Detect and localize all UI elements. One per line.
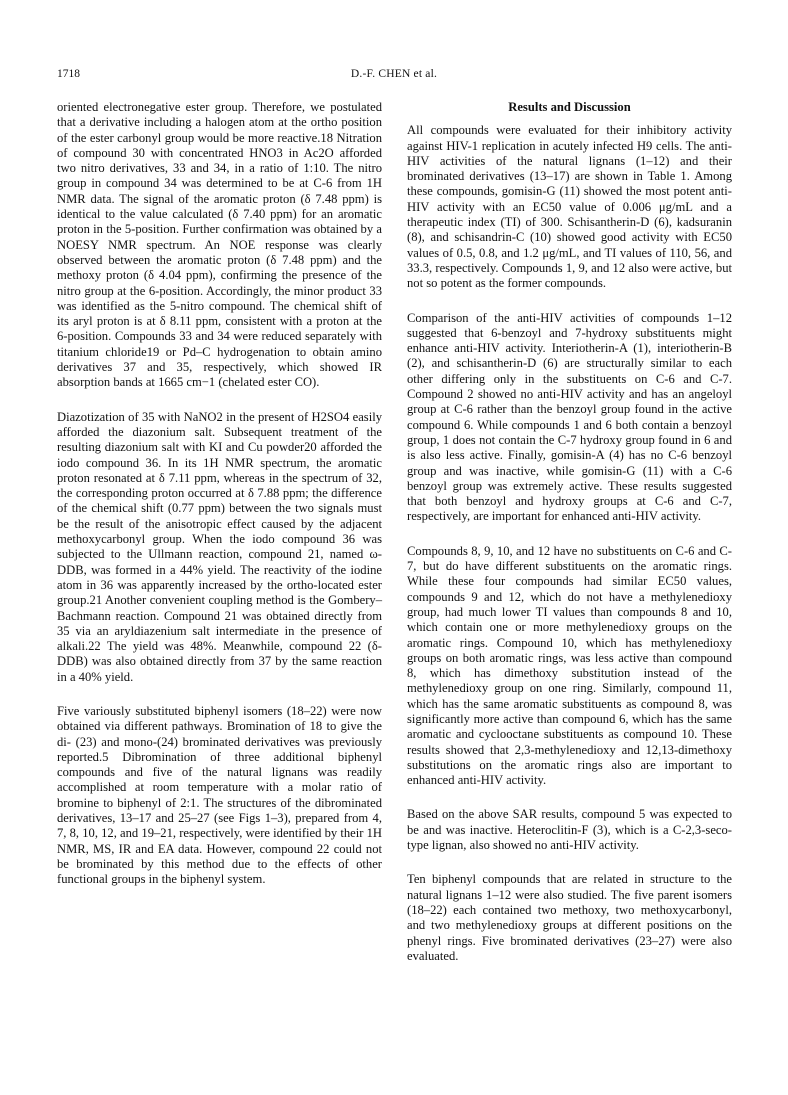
right-paragraph-5: Ten biphenyl compounds that are related in structure to the natural lignans 1–12 were also studied. The five parent isomers (18–22) each contained two methoxy, two methoxycarbonyl, and two methylenedioxy groups at different positions on the phenyl rings. Five brominated derivatives (23–27) were also evaluated. bbox=[407, 872, 732, 963]
left-paragraph-1: oriented electronegative ester group. Therefore, we postulated that a derivative including a halogen atom at the ortho position of the ester carbonyl group would be more reactive.18 Nitration of compound 30 with concentrated HNO3 in Ac2O afforded two nitro derivatives, 33 and 34, in a ratio of 1:10. The nitro group in compound 34 was determined to be at C-6 from 1H NMR data. The signal of the aromatic proton (δ 7.48 ppm) is identical to the value calculated (δ 7.40 ppm) for an aromatic proton in the 5-position. Further confirmation was obtained by a NOESY NMR spectrum. An NOE response was clearly observed between the aromatic proton (δ 7.48 ppm) and the methoxy proton (δ 4.04 ppm), confirming the presence of the nitro group at the 6-position. Accordingly, the minor product 33 was identified as the 5-nitro compound. The chemical shift of its aryl proton is at δ 8.11 ppm, consistent with a proton at the 6-position. Compounds 33 and 34 were reduced separately with titanium chloride19 or Pd–C hydrogenation to obtain amino derivatives 37 and 35, respectively, which showed IR absorption bands at 1665 cm−1 (chelated ester CO). bbox=[57, 100, 382, 390]
right-column bbox=[407, 100, 732, 983]
right-paragraph-3: Compounds 8, 9, 10, and 12 have no substituents on C-6 and C-7, but do have different substituents on the aromatic rings. While these four compounds had similar EC50 values, compounds 9 and 12, which do not have a methylenedioxy group, had much lower TI values than compounds 8 and 10, which contain one or more methylenedioxy groups on the aromatic rings. Compound 10, which has methylenedioxy groups on both aromatic rings, was less active than compound 8, which has dimethoxy substitution instead of the methylenedioxy group on one ring. Similarly, compound 11, which has the same aromatic substituents as compound 8, was significantly more active than compound 6, which has the same aromatic and cyclooctane substituents as compound 10. These results showed that 2,3-methylenedioxy and 12,13-dimethoxy substitutions on the aromatic rings also are important to enhanced anti-HIV activity. bbox=[407, 543, 732, 788]
page-number: 1718 bbox=[57, 68, 80, 80]
left-paragraph-3: Five variously substituted biphenyl isomers (18–22) were now obtained via different pathways. Bromination of 18 to give the di- (23) and mono-(24) brominated derivatives was previously reported.5 Dibromination of three additional biphenyl compounds and five of the natural lignans was readily accomplished at room temperature with a molar ratio of bromine to biphenyl of 2:1. The structures of the dibrominated derivatives, 13–17 and 25–27 (see Figs 1–3), prepared from 4, 7, 8, 10, 12, and 19–21, respectively, were identified by their 1H NMR, MS, IR and EA data. However, compound 22 could not be brominated by this method due to the effects of other functional groups in the biphenyl system. bbox=[57, 703, 382, 887]
section-heading: Results and Discussion bbox=[508, 100, 631, 114]
left-column bbox=[57, 100, 382, 907]
left-paragraph-2: Diazotization of 35 with NaNO2 in the present of H2SO4 easily afforded the diazonium salt. Subsequent treatment of the resulting diazonium salt with KI and Cu powder20 afforded the iodo compound 36. In its 1H NMR spectrum, the aromatic proton resonated at δ 7.11 ppm, whereas in the spectrum of 32, the corresponding proton occurred at δ 7.88 ppm; the difference of the chemical shift (0.77 ppm) between the two signals must be the result of the anisotropic effect caused by the adjacent methoxycarbonyl group. When the iodo compound 36 was subjected to the Ullmann reaction, compound 21, named ω-DDB, was formed in a 44% yield. The reactivity of the iodine atom in 36 was apparently increased by the ortho-located ester group.21 Another convenient coupling method is the Gombery–Bachmann reaction. Compound 21 was obtained directly from 35 via an aryldiazenium salt intermediate in the presence of alkali.22 The yield was 48%. Meanwhile, compound 22 (δ-DDB) was also obtained directly from 37 by the same reaction in a 40% yield. bbox=[57, 409, 382, 684]
running-head: D.-F. CHEN et al. bbox=[350, 68, 438, 80]
right-paragraph-1: All compounds were evaluated for their inhibitory activity against HIV-1 replication in acutely infected H9 cells. The anti-HIV activities of the natural lignans (1–12) and their brominated derivatives (13–17) are shown in Table 1. Among these compounds, gomisin-G (11) showed the most potent anti-HIV activity with an EC50 value of 0.006 μg/mL and a therapeutic index (TI) of 300. Schisantherin-D (6), kadsuranin (8), and schisandrin-C (10) showed good activity with EC50 values of 0.5, 0.8, and 1.2 μg/mL, and TI values of 110, 56, and 33.3, respectively. Compounds 1, 9, and 12 also were active, but not so potent as the former compounds. bbox=[407, 123, 732, 291]
right-paragraph-2: Comparison of the anti-HIV activities of compounds 1–12 suggested that 6-benzoyl and 7-hydroxy substituents might enhance anti-HIV activity. Interiotherin-A (1), interiotherin-B (2), and schisantherin-D (6) are structurally similar to each other differing only in the substituents on C-6 and C-7. Compound 2 showed no anti-HIV activity and has an angeloyl group at C-6 rather than the benzoyl group found in the active compound 6. While compounds 1 and 6 both contain a benzoyl group, 1 does not contain the C-7 hydroxy group found in 6 and is also less active. Finally, gomisin-A (4) has no C-6 benzoyl group and was inactive, while gomisin-G (11) with a C-6 benzoyl group was extremely active. These results suggested that both benzoyl and hydroxy groups at C-6 and C-7, respectively, are important for enhanced anti-HIV activity. bbox=[407, 310, 732, 524]
right-paragraph-4: Based on the above SAR results, compound 5 was expected to be and was inactive. Heteroclitin-F (3), which is a C-2,3-seco-type lignan, also showed no anti-HIV activity. bbox=[407, 807, 732, 853]
